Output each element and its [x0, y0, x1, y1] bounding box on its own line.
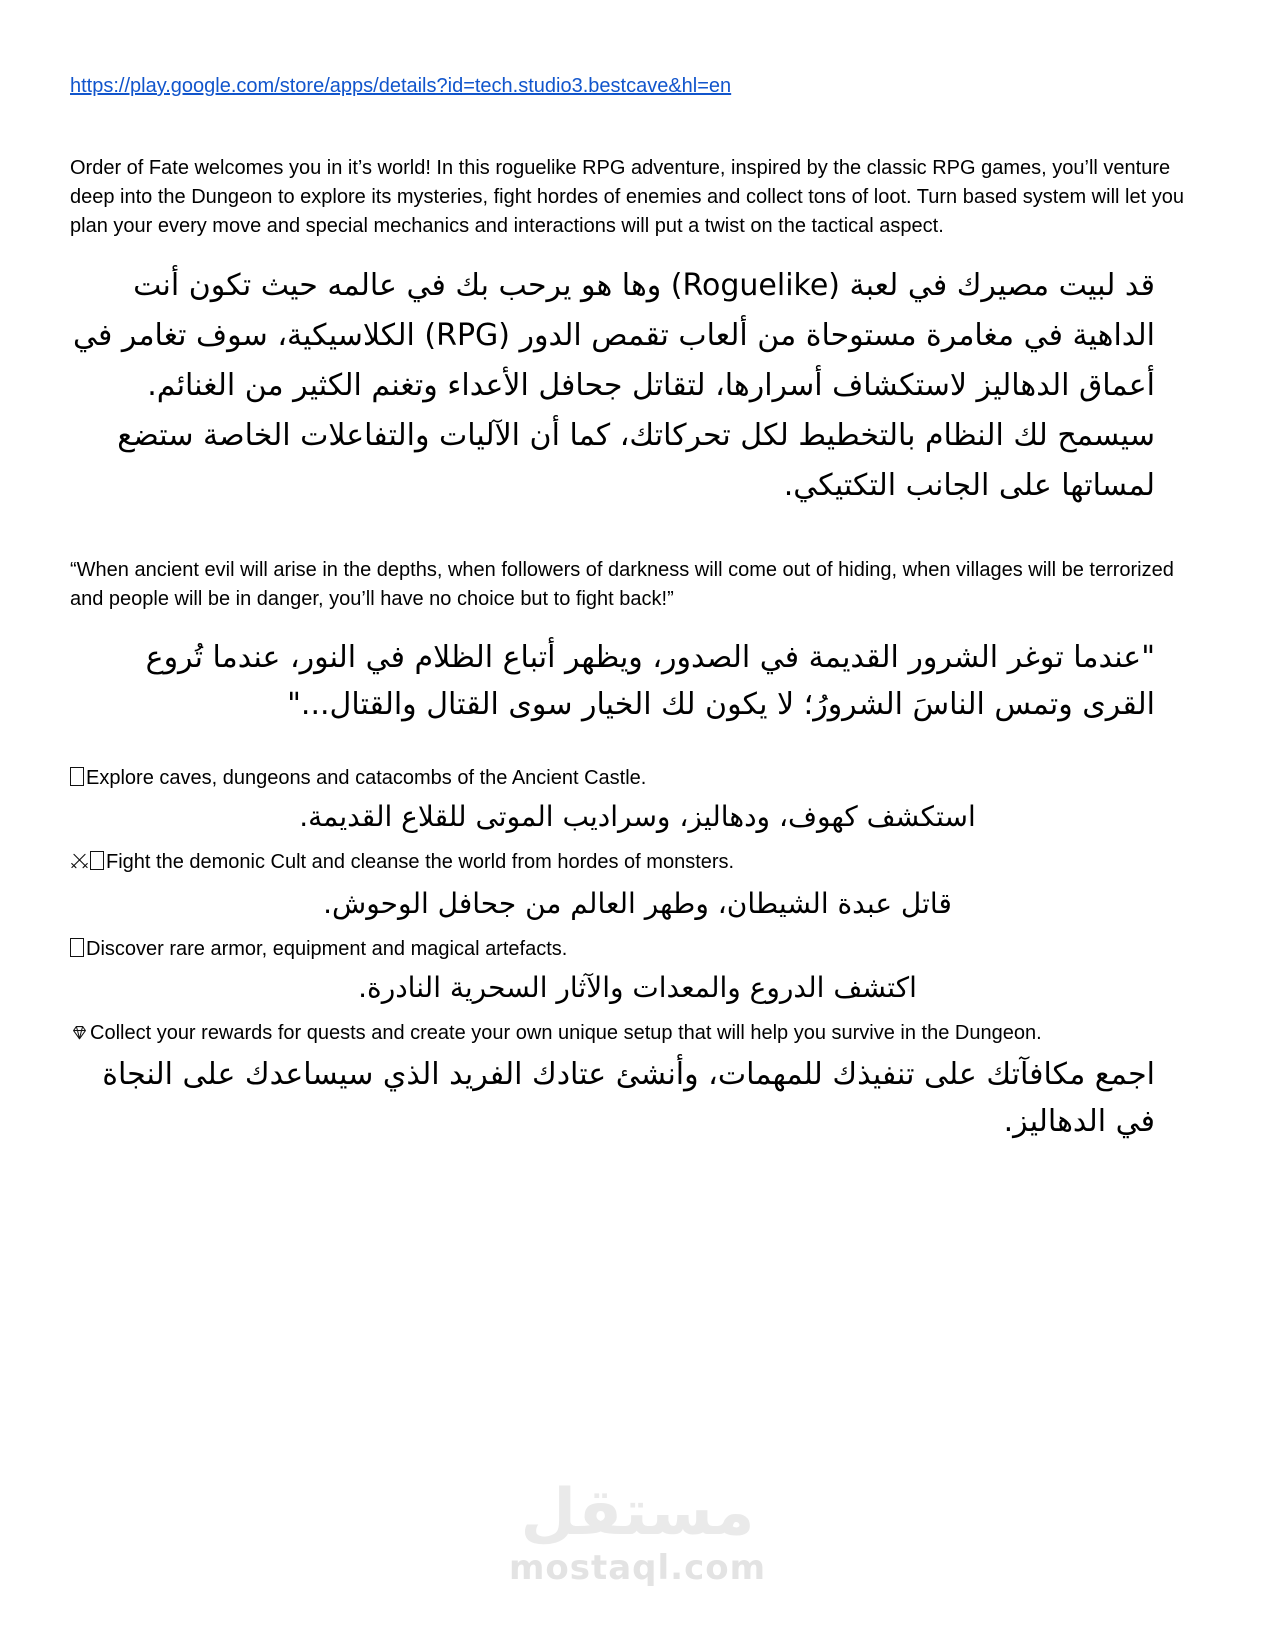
feature-discover-line-en: [70, 935, 1205, 964]
feature-fight-text-en: Fight the demonic Cult and cleanse the world from hordes of monsters.: [106, 851, 735, 873]
watermark-domain-text: mostaql.com: [508, 1548, 767, 1588]
feature-item-discover: [70, 935, 1205, 1011]
feature-collect-text-en: Collect your rewards for quests and create your own unique setup that will help you survive in the Dungeon.: [90, 1022, 1042, 1044]
feature-explore-text-ar: استكشف كهوف، ودهاليز، وسراديب الموتى للقلاع القديمة.: [299, 800, 976, 833]
feature-collect-text-ar: اجمع مكافآتك على تنفيذك للمهمات، وأنشئ عتادك الفريد الذي سيساعدك على النجاة في الدهاليز.: [102, 1057, 1155, 1139]
feature-item-fight: [70, 848, 1205, 927]
feature-discover-text-ar: اكتشف الدروع والمعدات والآثار السحرية النادرة.: [358, 971, 917, 1004]
feature-explore-line-en: [70, 764, 1205, 793]
app-store-link[interactable]: https://play.google.com/store/apps/details?id=tech.studio3.bestcave&hl=en: [70, 75, 732, 97]
watermark: [0, 1478, 1275, 1586]
app-store-link-line: [70, 75, 1205, 98]
feature-fight-text-ar: قاتل عبدة الشيطان، وطهر العالم من جحافل الوحوش.: [323, 887, 952, 920]
watermark-logo-text: مستقل: [520, 1476, 755, 1550]
gem-icon: [70, 1022, 89, 1051]
feature-item-collect: [70, 1019, 1205, 1145]
intro-paragraph-ar: قد لبيت مصيرك في لعبة (Roguelike) وها هو يرحب بك في عالمه حيث تكون أنت الداهية في مغامرة مستوحاة من ألعاب تقمص الدور (RPG) الكلاسيكية، سوف تغامر في أعماق الدهاليز لاستكشاف أسرارها، لتقاتل جحافل الأعداء وتغنم الكثير من الغنائم. سيسمح لك النظام بالتخطيط لكل تحركاتك، كما أن الآليات والتفاعلات الخاصة ستضع لمساتها على الجانب التكتيكي.: [73, 268, 1155, 503]
feature-fight-line-en: [70, 848, 1205, 880]
feature-collect-line-en: [70, 1019, 1205, 1051]
missing-glyph-icon: [70, 938, 84, 957]
feature-list: [70, 764, 1205, 1145]
missing-glyph-icon: [70, 767, 84, 786]
feature-explore-text-en: Explore caves, dungeons and catacombs of the Ancient Castle.: [86, 767, 647, 789]
missing-glyph-icon: [90, 851, 104, 870]
crossed-swords-icon: [70, 851, 89, 880]
intro-paragraph-en: Order of Fate welcomes you in it’s world! In this roguelike RPG adventure, inspired by the classic RPG games, you’ll venture deep into the Dungeon to explore its mysteries, fight hordes of enemies and collect tons of loot. Turn based system will let you plan your every move and special mechanics and interactions will put a twist on the tactical aspect.: [70, 157, 1184, 237]
quote-paragraph-ar: "عندما توغر الشرور القديمة في الصدور، ويظهر أتباع الظلام في النور، عندما تُروع القرى وتمس الناسَ الشرورُ؛ لا يكون لك الخيار سوى القتال والقتال...": [145, 640, 1155, 722]
document-content: [0, 75, 1275, 1145]
quote-paragraph-en: “When ancient evil will arise in the depths, when followers of darkness will come out of hiding, when villages will be terrorized and people will be in danger, you’ll have no choice but to fight back!”: [70, 559, 1174, 610]
feature-discover-text-en: Discover rare armor, equipment and magical artefacts.: [86, 938, 568, 960]
feature-item-explore: [70, 764, 1205, 840]
